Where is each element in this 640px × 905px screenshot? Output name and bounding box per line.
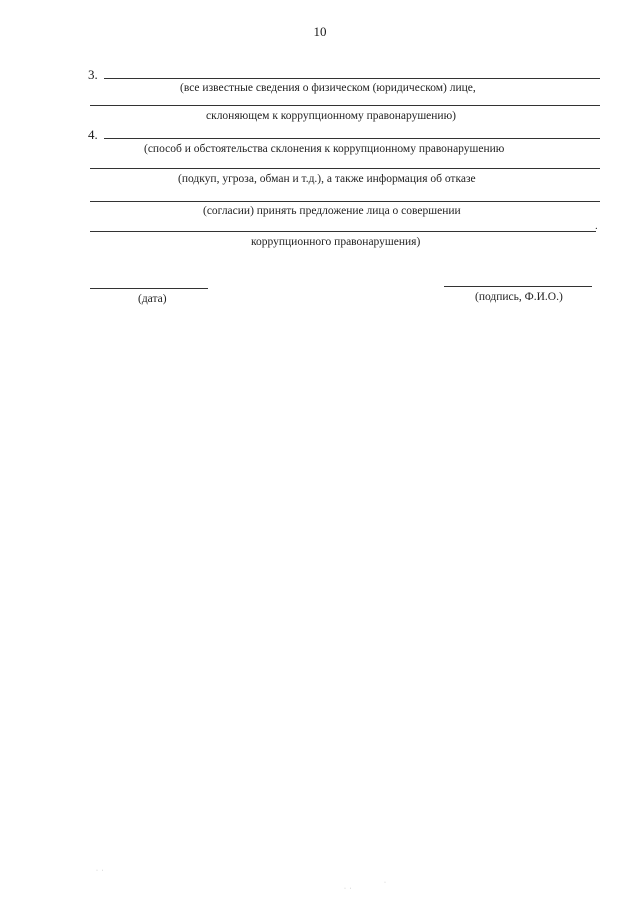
section-4-blank-line-1 (104, 138, 600, 139)
date-caption: (дата) (138, 293, 167, 305)
signature-caption: (подпись, Ф.И.О.) (475, 291, 563, 303)
section-4-caption-4: коррупционного правонарушения) (251, 236, 421, 248)
scan-artifact: · · (344, 886, 353, 892)
section-4-blank-line-2 (90, 168, 600, 169)
scan-artifact: · (384, 880, 387, 886)
section-3-blank-line-2 (90, 105, 600, 106)
date-blank-line (90, 288, 208, 289)
scan-artifact: · · (96, 868, 105, 874)
section-3-caption-2: склоняющем к коррупционному правонарушению) (206, 110, 457, 122)
section-4-blank-line-3 (90, 201, 600, 202)
section-3-caption-1: (все известные сведения о физическом (юридическом) лице, (180, 82, 476, 94)
section-4-caption-2: (подкуп, угроза, обман и т.д.), а также информация об отказе (178, 173, 476, 185)
signature-blank-line (444, 286, 592, 287)
section-4-caption-1: (способ и обстоятельства склонения к коррупционному правонарушению (144, 143, 505, 155)
section-4-trailing-period: . (595, 220, 598, 232)
section-4-blank-line-4 (90, 231, 596, 232)
section-4-number: 4. (88, 127, 98, 142)
page-number: 10 (313, 24, 327, 39)
section-3-blank-line-1 (104, 78, 600, 79)
section-4-caption-3: (согласии) принять предложение лица о совершении (203, 205, 461, 217)
section-3-number: 3. (88, 67, 98, 82)
